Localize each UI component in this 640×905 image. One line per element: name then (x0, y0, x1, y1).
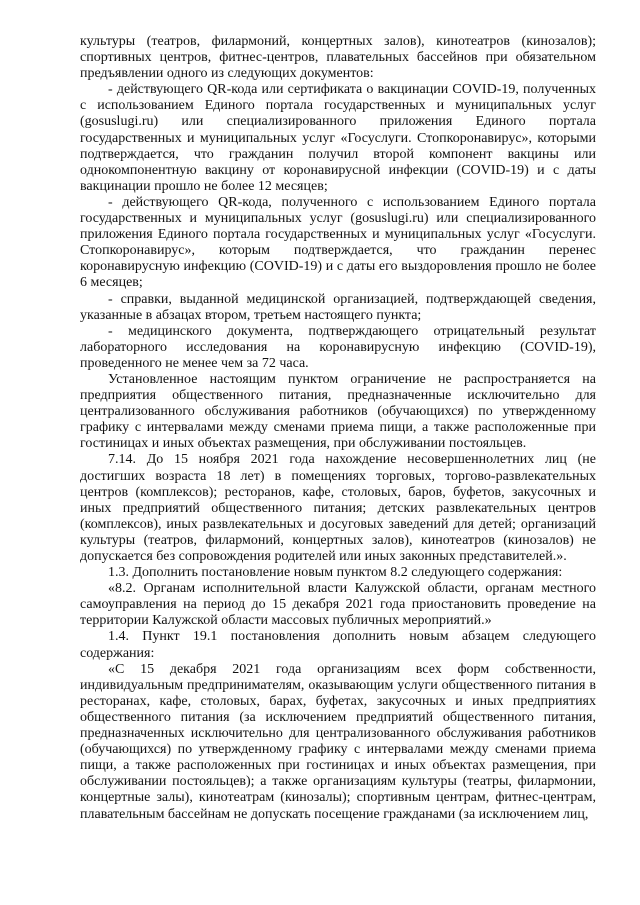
paragraph-new-abzac: «С 15 декабря 2021 года организациям всех форм собственности, индивидуальным предпринимателям, оказывающим услуги общественного питания в ресторанах, кафе, столовых, барах, буфетах, закусочных и иных предприятиях общественного питания (за исключением предприятий общественного питания, предназначенных исключительно для централизованного обслуживания работников (обучающихся) по утвержденному графику с интервалами между сменами приема пищи, а также расположенных при гостиницах и иных объектах размещения, при обслуживании постояльцев); а также организациям культуры (театры, филармонии, концертные залы), кинотеатрам (кинозалы); спортивным центрам, фитнес-центрам, плавательным бассейнам не допускать посещение гражданами (за исключением лиц, (80, 661, 596, 822)
paragraph-list-item-qr-vaccination: - действующего QR-кода или сертификата о вакцинации COVID-19, полученных с использованием Единого портала государственных и муниципальных услуг (gosuslugi.ru) или специализированного приложения Единого портала государственных и муниципальных услуг «Госуслуги. Стопкоронавирус», которыми подтверждается, что гражданин получил второй компонент вакцины или однокомпонентную вакцину от коронавирусной инфекции (COVID-19) и с даты вакцинации прошло не более 12 месяцев; (80, 82, 596, 194)
paragraph-clause-1-4: 1.4. Пункт 19.1 постановления дополнить новым абзацем следующего содержания: (80, 629, 596, 661)
paragraph-list-item-medical-certificate: - справки, выданной медицинской организацией, подтверждающей сведения, указанные в абзацах втором, третьем настоящего пункта; (80, 291, 596, 323)
paragraph-restriction-exception: Установленное настоящим пунктом ограничение не распространяется на предприятия общественного питания, предназначенные исключительно для централизованного обслуживания работников (обучающихся) по утвержденному графику с интервалами между сменами приема пищи, а также расположенные при гостиницах и иных объектах размещения, при обслуживании постояльцев. (80, 371, 596, 452)
document-page (80, 34, 596, 823)
paragraph-continuation: культуры (театров, филармоний, концертных залов), кинотеатров (кинозалов); спортивных центров, фитнес-центров, плавательных бассейнов при обязательном предъявлении одного из следующих документов: (80, 34, 596, 82)
paragraph-clause-7-14: 7.14. До 15 ноября 2021 года нахождение несовершеннолетних лиц (не достигших возраста 18 лет) в помещениях торговых, торгово-развлекательных центров (комплексов); ресторанов, кафе, столовых, баров, буфетов, закусочных и иных предприятий общественного питания; детских развлекательных центров (комплексов), иных развлекательных и досуговых заведений для детей; организаций культуры (театров, филармоний, концертных залов), кинотеатров (кинозалов) не допускается без сопровождения родителей или иных законных представителей.». (80, 452, 596, 564)
paragraph-clause-8-2: «8.2. Органам исполнительной власти Калужской области, органам местного самоуправления на период до 15 декабря 2021 года приостановить проведение на территории Калужской области массовых публичных мероприятий.» (80, 581, 596, 629)
paragraph-clause-1-3: 1.3. Дополнить постановление новым пунктом 8.2 следующего содержания: (108, 565, 563, 581)
paragraph-list-item-qr-recovery: - действующего QR-кода, полученного с использованием Единого портала государственных и муниципальных услуг (gosuslugi.ru) или специализированного приложения Единого портала государственных и муниципальных услуг «Госуслуги. Стопкоронавирус», которым подтверждается, что гражданин перенес коронавирусную инфекцию (COVID-19) и с даты его выздоровления прошло не более 6 месяцев; (80, 194, 596, 291)
paragraph-list-item-negative-test: - медицинского документа, подтверждающего отрицательный результат лабораторного исследования на коронавирусную инфекцию (COVID-19), проведенного не менее чем за 72 часа. (80, 323, 596, 371)
